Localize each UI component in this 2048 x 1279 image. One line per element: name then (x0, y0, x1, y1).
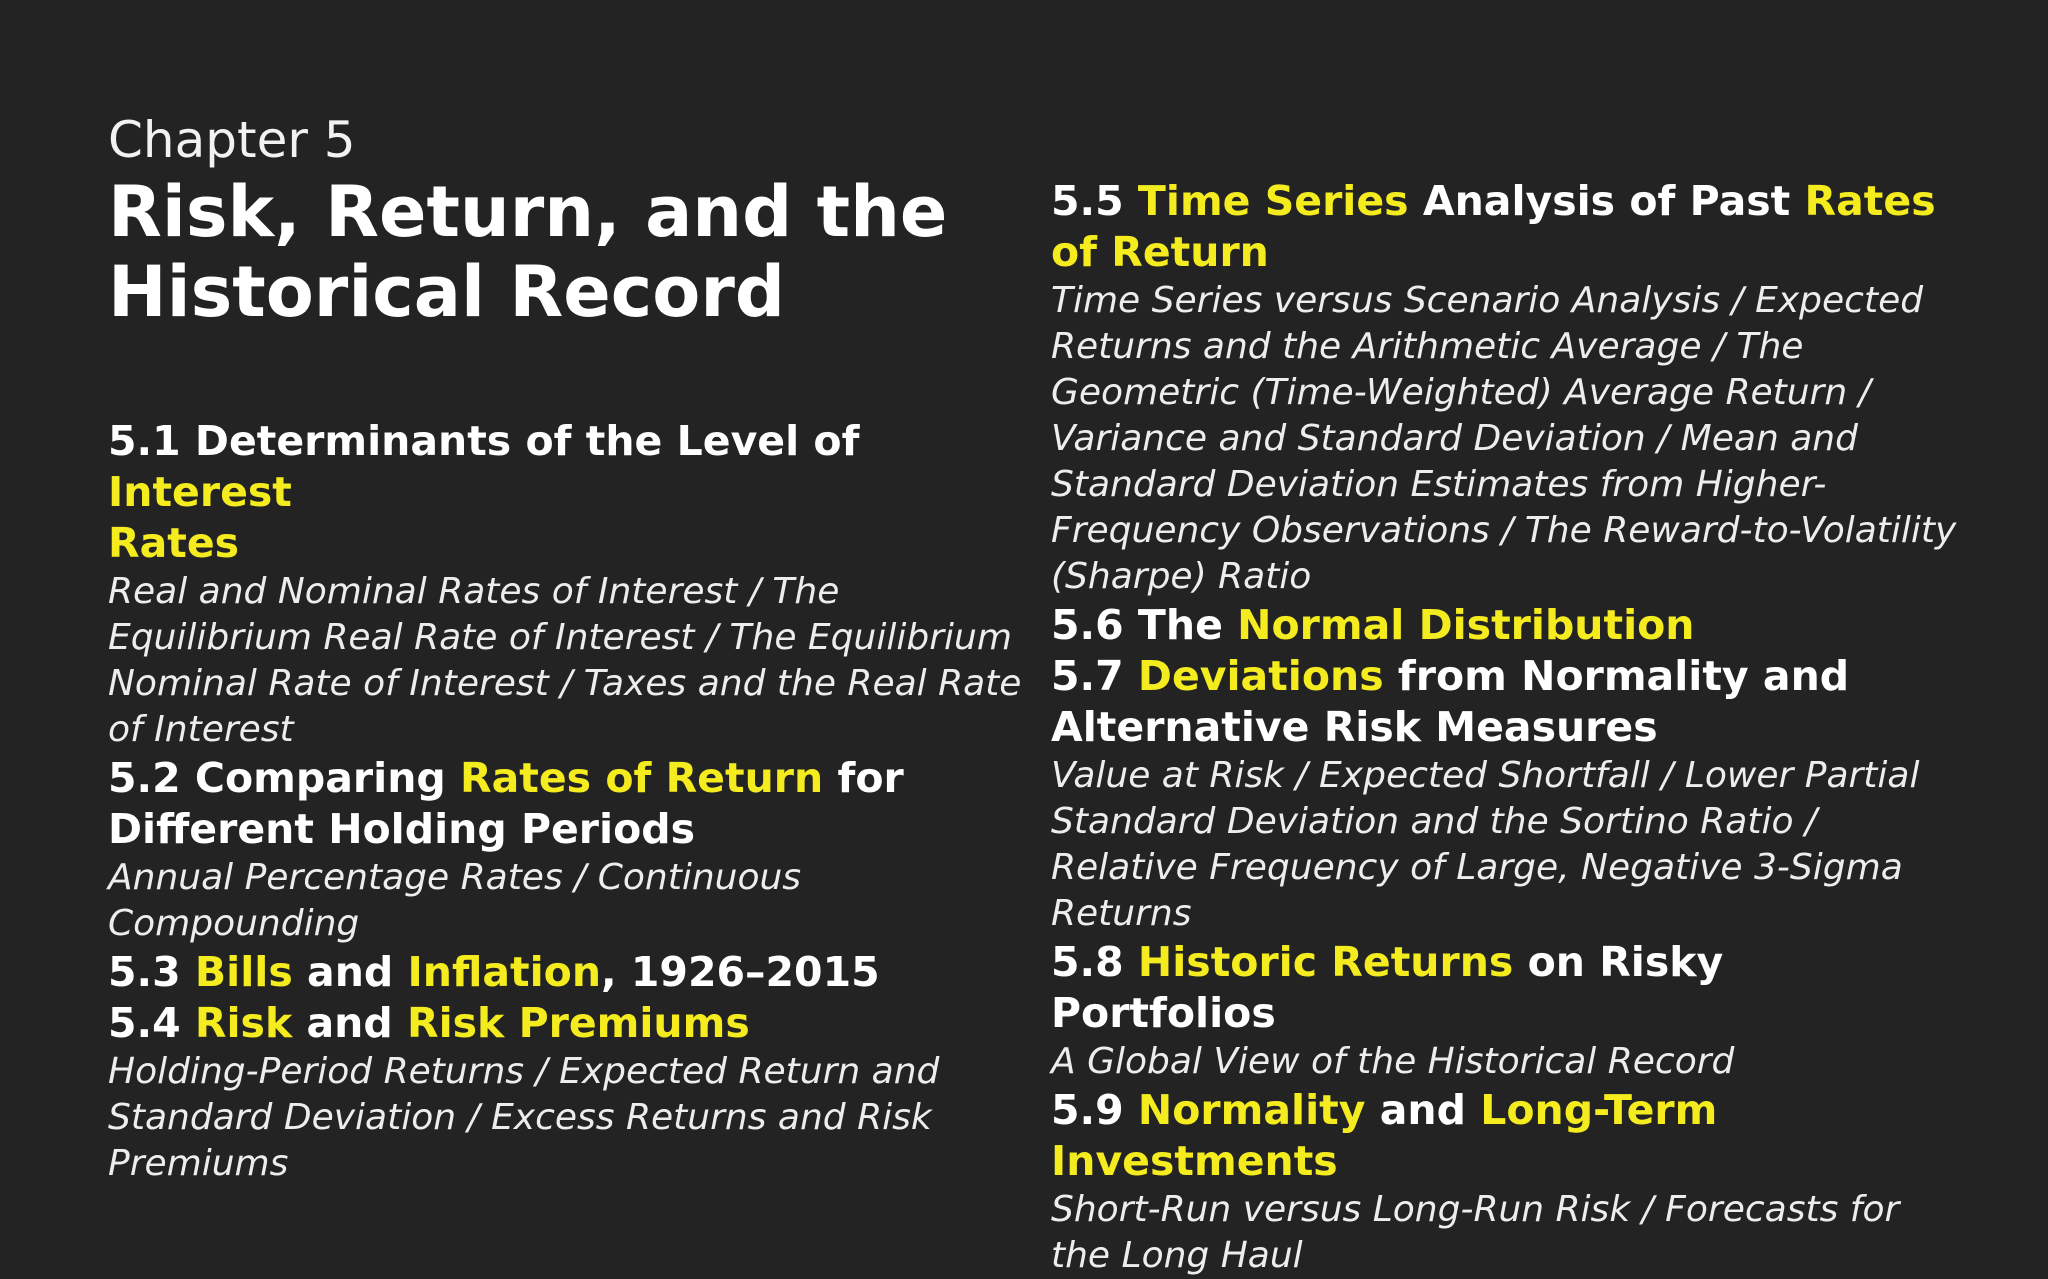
section-5-1-subtopics: Real and Nominal Rates of Interest / The Equilibrium Real Rate of Interest / The Equilibrium Nominal Rate of Interest / Taxes and the Real Rate of Interest (108, 571, 1022, 750)
section-title-text: and (1379, 1086, 1466, 1134)
section-title-text: and (307, 948, 394, 996)
section-title-highlight: Long-Term Investments (1051, 1086, 1718, 1185)
section-5-9-heading (1051, 1085, 1961, 1187)
section-number: 5.8 (1051, 938, 1124, 986)
section-5-9-subtopics: Short-Run versus Long-Run Risk / Forecasts for the Long Haul (1051, 1189, 1900, 1276)
section-title-highlight: Rates of Return (460, 754, 824, 802)
section-number: 5.1 (108, 417, 181, 465)
section-5-5-subtopics: Time Series versus Scenario Analysis / Expected Returns and the Arithmetic Average / The Geometric (Time-Weighted) Average Return / Variance and Standard Deviation / Mean and Standard Deviation Estimates from Higher-Frequency Observations / The Reward-to-Volatility (Sharpe) Ratio (1051, 280, 1957, 597)
section-number: 5.2 (108, 754, 181, 802)
section-number: 5.9 (1051, 1086, 1124, 1134)
section-5-4-subtopics: Holding-Period Returns / Expected Return and Standard Deviation / Excess Returns and Risk Premiums (108, 1051, 940, 1184)
section-5-8-subtopics: A Global View of the Historical Record (1051, 1041, 1735, 1082)
section-title-highlight: Risk (194, 999, 293, 1047)
section-title-highlight: Rates (108, 519, 240, 567)
left-column (108, 108, 1038, 1187)
section-5-7-subtopics: Value at Risk / Expected Shortfall / Lower Partial Standard Deviation and the Sortino Ratio / Relative Frequency of Large, Negative 3-Sigma Returns (1051, 755, 1920, 934)
section-number: 5.7 (1051, 652, 1124, 700)
section-5-4-heading (108, 998, 1038, 1049)
section-number: 5.6 (1051, 601, 1124, 649)
section-title-highlight: Bills (194, 948, 293, 996)
section-number: 5.3 (108, 948, 181, 996)
section-title-highlight: Historic Returns (1137, 938, 1514, 986)
section-title-text: on Risky Portfolios (1051, 938, 1724, 1037)
section-title-text: Comparing (194, 754, 446, 802)
section-title-text: The (1137, 601, 1223, 649)
section-5-8-heading (1051, 937, 1961, 1039)
section-number: 5.5 (1051, 177, 1124, 225)
chapter-title-line1: Risk, Return, and the (108, 171, 948, 253)
section-title-highlight: Deviations (1137, 652, 1384, 700)
section-title-text: Determinants of the Level of (194, 417, 860, 465)
section-5-5-heading (1051, 176, 1961, 278)
chapter-title-line2: Historical Record (108, 251, 785, 333)
section-5-6-heading (1051, 600, 1961, 651)
right-column (1051, 176, 1961, 1279)
section-title-highlight: Interest (108, 468, 292, 516)
section-title-text: , 1926–2015 (601, 948, 880, 996)
section-number: 5.4 (108, 999, 181, 1047)
section-5-2-subtopics: Annual Percentage Rates / Continuous Compounding (108, 857, 802, 944)
section-5-3-heading (108, 947, 1038, 998)
section-title-highlight: Risk Premiums (407, 999, 750, 1047)
section-title-highlight: Normality (1137, 1086, 1366, 1134)
section-title-highlight: Normal Distribution (1237, 601, 1695, 649)
chapter-title (108, 172, 1038, 332)
section-title-highlight: Rates of Return (1051, 177, 1936, 276)
section-title-highlight: Time Series (1137, 177, 1409, 225)
section-title-text: and (306, 999, 393, 1047)
section-title-text: from Normality and Alternative Risk Measures (1051, 652, 1850, 751)
section-5-2-heading (108, 753, 1038, 855)
section-title-text: Analysis of Past (1422, 177, 1791, 225)
section-5-1-heading (108, 416, 1038, 569)
section-title-highlight: Inflation (407, 948, 602, 996)
section-5-7-heading (1051, 651, 1961, 753)
chapter-label: Chapter 5 (108, 111, 356, 169)
section-title-text: for Different Holding Periods (108, 754, 904, 853)
